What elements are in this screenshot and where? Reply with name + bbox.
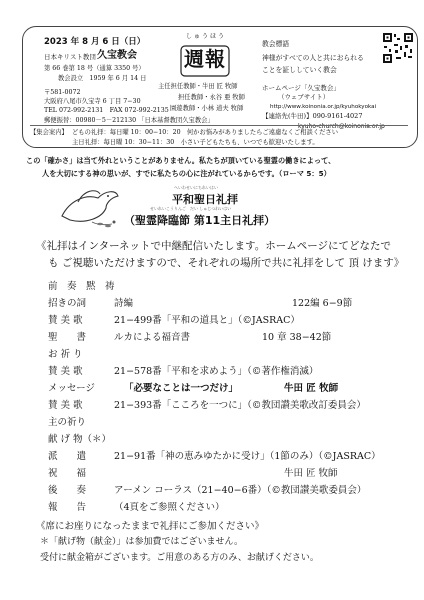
title-ruby-2: せいれいこうりんご だい しゅじつれいはい [150,206,232,211]
order-label: 賛 美 歌 [48,366,83,377]
order-label: 前 奏 黙 祷 [48,281,115,292]
order-detail: 21−499番「平和の道具と」（©JASRAC） [114,315,300,326]
address: 大阪府八尾市久宝寺 6 丁目 7−30 [44,98,141,105]
issue-number: 第 66 巻第 18 号（通算 3350 号） [44,65,145,72]
motto-line-2: ことを証ししていく教会 [262,66,337,74]
order-detail: 21−91番「神の恵みゆたかに受け」（1節のみ）（©JASRAC） [114,451,381,462]
footer-line-3: 受付に献金箱がございます。ご用意のある方のみ、お献げください。 [40,553,319,563]
pastor-main: 主任担任教師・牛田 匠 牧師 [158,83,238,90]
order-label: 祝 福 [48,468,87,479]
order-label: お 祈 り [48,349,83,360]
footer-line-1: 《席にお座りになったままで礼拝にご参加ください》 [36,521,265,532]
zip-code: 〒581-0072 [44,89,81,96]
order-right: 10 章 38−42節 [262,332,332,343]
verse-line-1: この「確かさ」は当て外れということがありません。私たちが頂いている聖霊の働きによって、 [26,156,336,165]
website-title: ホームページ「久宝教会」 [262,84,340,92]
contact-phone: 【連絡先(牛田)】090-9161-4027 [262,112,363,120]
order-detail: 「必要なことは一つだけ」 [124,383,239,394]
order-label: 聖 書 [48,332,87,343]
verse-line-2: 人を大切にする神の思いが、すでに私たちの心に注がれているからです。（ローマ 5：5） [42,169,331,178]
meetings-label: 【集会案内】 [30,129,68,136]
order-label: 献 げ 物（＊） [48,434,112,445]
order-right: 122編 6−9節 [292,298,353,309]
website-url[interactable]: http://www.koinonia.or.jp/kyuhokyokai [270,104,377,110]
notice-line-2: も ご視聴いただけますので、それぞれの場所で共に礼拝をして 頂 けます》 [48,257,405,269]
contact-email[interactable]: kyuho-church@koinonia.or.jp [298,123,385,130]
pastor-school: 園遊教師・小林 道夫 牧師 [170,105,244,112]
order-detail: 21−393番「こころを一つに」（©教団讃美歌改訂委員会） [114,400,366,411]
denomination: 日本キリスト教団 [44,53,96,61]
order-detail: （4頁をご参照ください） [114,502,225,513]
meetings-line-2: 主日礼拝：毎日曜 10：30−11：30 小さい子どもたちも、いつでも歓迎いたします。 [72,139,319,146]
service-subtitle: （聖霊降臨節 第11主日礼拝） [124,214,276,227]
masthead-title: 週報 [184,47,226,71]
notice-line-1: 《礼拝はインターネットで中継配信いたします。ホームページにてどなたで [36,240,392,252]
date: 2023 年 8 月 6 日（日） [44,37,146,47]
meetings-line-1: どもの礼拝：毎日曜 10：00−10：20 何かお悩みがありましたらご遠慮なくご相談ください [72,129,339,136]
order-detail: アーメン コーラス（21−40−6番）（©教団讃美歌委員会） [114,485,367,496]
tel-fax: TEL 072-992-2131 FAX 072-992-2135 [44,107,169,114]
masthead-ruby: しゅうほう [186,33,227,40]
header-divider [30,125,408,126]
postal-account: 郵便振替：00980－5－212130 「日本基督教団久宝教会」 [44,117,214,124]
order-label: 招きの詞 [48,298,87,309]
qr-code-icon[interactable] [382,32,414,64]
order-right: 牛田 匠 牧師 [284,468,338,479]
order-label: 賛 美 歌 [48,400,83,411]
footer-line-2: ＊「献げ物（献金）」は参加費ではございません。 [40,537,244,547]
order-label: 後 奏 [48,485,87,496]
service-title: 平和聖日礼拝 [172,193,238,206]
pastor-assoc: 担任教師・永谷 亜 牧師 [178,94,245,101]
order-detail: 詩編 [114,298,134,309]
website-sub: （ウェブサイト） [278,93,330,101]
order-label: 賛 美 歌 [48,315,83,326]
order-right: 牛田 匠 牧師 [284,383,339,394]
order-detail: 21−578番「平和を求めよう」（©著作権消滅） [114,366,319,377]
dove-olive-illustration [56,186,122,230]
motto-line-1: 神様がすべての人と共におられる [262,54,364,62]
title-ruby-1: へいわせいにちれいはい [174,185,218,190]
order-label: 主の祈り [48,417,87,428]
founded: 教会設立 1959 年 6 月 14 日 [58,75,147,82]
broadcast-notice [36,238,412,272]
order-detail: ルカによる福音書 [114,332,191,343]
bible-verse [26,154,418,180]
church-name: 久宝教会 [97,50,137,61]
order-label: 報 告 [48,502,87,513]
order-label: メッセージ [48,383,95,394]
motto-title: 教会標語 [262,40,290,48]
order-label: 派 遣 [48,451,87,462]
